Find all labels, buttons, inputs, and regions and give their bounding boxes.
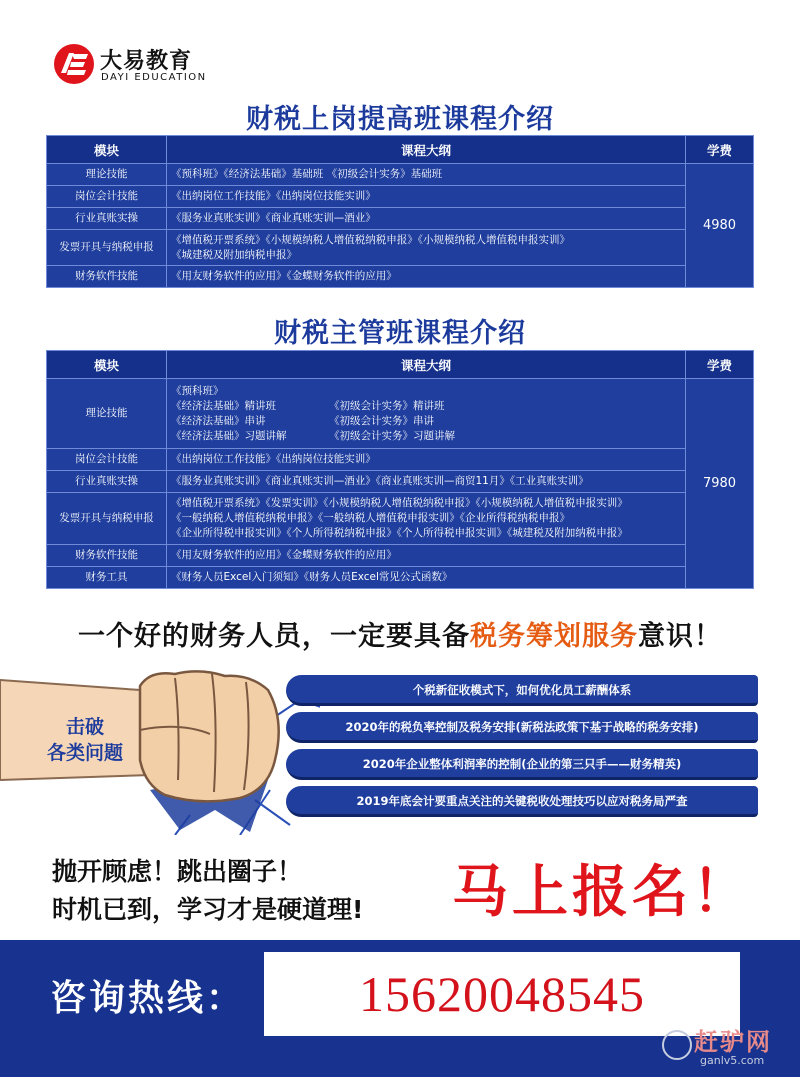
syllabus-cell: 《增值税开票系统》《发票实训》《小规模纳税人增值税纳税申报》《小规模纳税人增值税申报实训》 《一般纳税人增值税纳税申报》《一般纳税人增值税申报实训》《企业所得税纳税申报》 《企业所得税申报实训》《个人所得税纳税申报》《个人所得税申报实训》《城建税及附加纳税申报》 [167,493,686,545]
header-fee: 学费 [686,136,754,164]
header-module: 模块 [47,351,167,379]
table-row [47,266,754,288]
syllabus-cell: 《增值税开票系统》《小规模纳税人增值税纳税申报》《小规模纳税人增值税申报实训》 《城建税及附加纳税申报》 [167,230,686,266]
signup-button[interactable]: 马上报名！ [452,860,752,925]
module-cell: 发票开具与纳税申报 [47,230,167,266]
syllabus-cell: 《用友财务软件的应用》《金蝶财务软件的应用》 [167,545,686,567]
header-syllabus: 课程大纲 [167,351,686,379]
module-cell: 财务软件技能 [47,266,167,288]
watermark [662,1018,792,1074]
slogan: 一个好的财务人员，一定要具备税务筹划服务意识！ [78,621,722,652]
table-row [47,164,754,186]
table-row [47,186,754,208]
syllabus-cell: 《服务业真账实训》《商业真账实训—酒业》 [167,208,686,230]
module-cell: 理论技能 [47,164,167,186]
table-header-row [47,351,754,379]
syllabus-cell: 《财务人员Excel入门须知》《财务人员Excel常见公式函数》 [167,567,686,589]
syllabus-cell: 《出纳岗位工作技能》《出纳岗位技能实训》 [167,449,686,471]
problem-item: 2020年企业整体利润率的控制(企业的第三只手——财务精英) [286,749,758,780]
syllabus-cell: 《用友财务软件的应用》《金蝶财务软件的应用》 [167,266,686,288]
table-row [47,208,754,230]
syllabus-cell: 《出纳岗位工作技能》《出纳岗位技能实训》 [167,186,686,208]
watermark-text: 赶驴网 [694,1028,772,1056]
fist-label: 击破 各类问题 [46,716,123,764]
watermark-url: ganlv5.com [700,1054,765,1067]
section2-title: 财税主管班课程介绍 [274,318,526,349]
module-cell: 财务工具 [47,567,167,589]
table-row [47,449,754,471]
fee-cell: 7980 [686,379,754,589]
dayi-logo-icon [52,42,96,86]
problem-item: 2020年的税负率控制及税务安排(新税法政策下基于战略的税务安排) [286,712,758,743]
hotline-label: 咨询热线： [50,978,246,1019]
slogan-highlight: 税务筹划服务 [470,621,638,652]
module-cell: 岗位会计技能 [47,186,167,208]
problem-item: 个税新征收模式下，如何优化员工薪酬体系 [286,675,758,706]
brand-subtitle: DAYI EDUCATION [101,72,207,83]
table-row [47,379,754,449]
fist-section [0,660,800,835]
table-row [47,471,754,493]
section1-title: 财税上岗提高班课程介绍 [246,104,554,135]
table-row [47,545,754,567]
module-cell: 行业真账实操 [47,471,167,493]
header-module: 模块 [47,136,167,164]
phone-number[interactable]: 15620048545 [359,966,645,1022]
course-table-manager [46,350,754,589]
table-row [47,230,754,266]
brand-logo [52,38,212,90]
problem-item: 2019年底会计要重点关注的关键税收处理技巧以应对税务局严查 [286,786,758,817]
watermark-icon [662,1030,692,1060]
module-cell: 发票开具与纳税申报 [47,493,167,545]
table-row [47,567,754,589]
header-syllabus: 课程大纲 [167,136,686,164]
syllabus-cell: 《预科班》 《经济法基础》精讲班 《初级会计实务》精讲班 《经济法基础》串讲 《初级会计实务》串讲 《经济法基础》习题讲解 《初级会计实务》习题讲解 [167,379,686,449]
module-cell: 岗位会计技能 [47,449,167,471]
cta-line1: 抛开顾虑！跳出圈子！ [52,857,303,886]
module-cell: 行业真账实操 [47,208,167,230]
module-cell: 理论技能 [47,379,167,449]
header-fee: 学费 [686,351,754,379]
table-row [47,493,754,545]
fee-cell: 4980 [686,164,754,288]
table-header-row [47,136,754,164]
brand-name: 大易教育 [100,49,193,74]
module-cell: 财务软件技能 [47,545,167,567]
cta-line2: 时机已到，学习才是硬道理! [52,895,364,924]
course-table-basic [46,135,754,288]
syllabus-cell: 《服务业真账实训》《商业真账实训—酒业》《商业真账实训—商贸11月》《工业真账实训》 [167,471,686,493]
syllabus-cell: 《预科班》《经济法基础》基础班 《初级会计实务》基础班 [167,164,686,186]
